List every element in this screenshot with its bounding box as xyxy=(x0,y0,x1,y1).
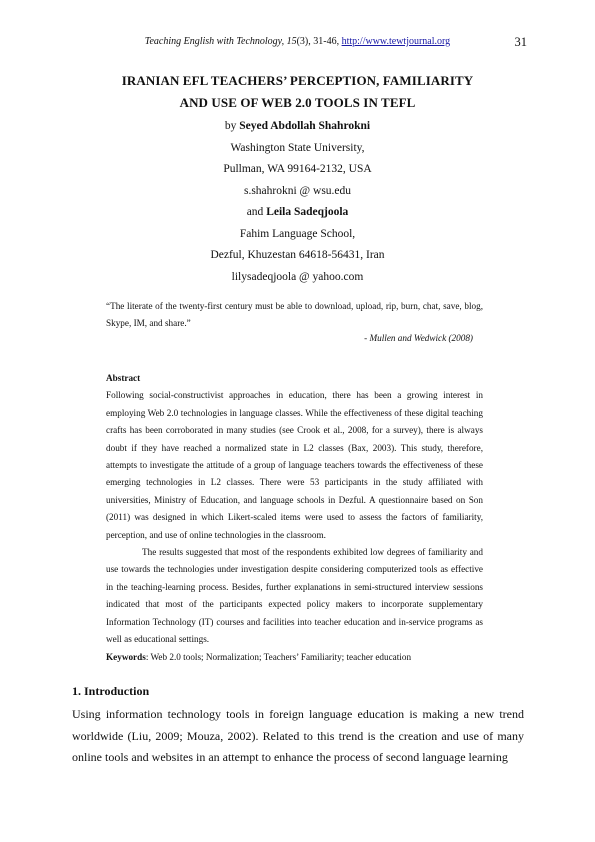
section-heading: 1. Introduction xyxy=(72,684,150,698)
journal-name: Teaching English with Technology xyxy=(144,36,282,47)
keywords-line xyxy=(106,649,483,666)
paper-title xyxy=(60,70,535,114)
introduction-text: Using information technology tools in foreign language education is making a new trend worldwide (Liu, 2009; Mouza, 2002). Related to this trend is the creation and use of many online tools and websites in an attempt to enhance the process of second language learning xyxy=(72,707,524,764)
journal-url-link[interactable]: http://www.tewtjournal.org xyxy=(341,36,451,47)
by-label: by xyxy=(224,120,237,132)
abstract-paragraph-1: Following social-constructivist approaches in education, there has been a growing interest in employing Web 2.0 technologies in language classes. While the effectiveness of these digital teaching crafts has been corroborated in many studies (see Crook et al., 2008, for a survey), there is always doubt if they have reached a normalized state in L2 classes (Bax, 2003). This study, therefore, attempts to investigate the attitude of a group of language teachers towards the effectiveness of these emerging technologies in L2 classes. There were 53 participants in the study affiliated with universities, Ministry of Education, and language schools in Dezful. A questionnaire based on Son (2011) was designed in which Likert-scaled items were used to assess the factors of familiarity, perception, and use of online technologies in the classroom. xyxy=(106,390,483,540)
author-2-name: Leila Sadeqjoola xyxy=(266,206,349,218)
author-2-email: lilysadeqjoola @ yahoo.com xyxy=(231,270,364,283)
journal-volume: 15 xyxy=(286,36,297,47)
epigraph-quote: “The literate of the twenty-first century must be able to download, upload, rip, burn, chat, save, blog, Skype, IM, and share.” xyxy=(106,301,483,328)
author-block xyxy=(0,116,595,288)
abstract-heading: Abstract xyxy=(106,373,141,383)
author-2-line xyxy=(0,202,595,224)
page-number: 31 xyxy=(514,35,527,49)
keywords-list: : Web 2.0 tools; Normalization; Teachers’ Familiarity; teacher education xyxy=(145,651,412,662)
journal-issue-pages: (3), 31-46, xyxy=(296,36,340,47)
running-header: Teaching English with Technology, 15(3), 31-46, http://www.tewtjournal.org xyxy=(144,36,451,47)
epigraph-source: - Mullen and Wedwick (2008) xyxy=(364,333,473,343)
author-1-address: Pullman, WA 99164-2132, USA xyxy=(223,163,372,175)
author-1-affiliation: Washington State University, xyxy=(230,141,365,154)
author-1-line xyxy=(0,116,595,138)
abstract-paragraph-2: The results suggested that most of the respondents exhibited low degrees of familiarity and use towards the technologies under investigation despite considering computerized tools as effective in the teaching-learning process. Besides, further explanations in semi-structured interview sessions indicated that most of the participants expected policy makers to incorporate supplementary Information Technology (IT) courses and facilities into teacher education and in-service programs as well as educational settings. xyxy=(106,547,483,645)
title-line-2: AND USE OF WEB 2.0 TOOLS IN TEFL xyxy=(179,95,416,110)
title-line-1: IRANIAN EFL TEACHERS’ PERCEPTION, FAMILIARITY xyxy=(121,73,474,88)
abstract-section xyxy=(106,370,483,666)
author-2-address: Dezful, Khuzestan 64618-56431, Iran xyxy=(210,249,385,261)
author-2-affiliation: Fahim Language School, xyxy=(239,227,356,240)
author-1-name: Seyed Abdollah Shahrokni xyxy=(239,120,371,132)
author-1-email: s.shahrokni @ wsu.edu xyxy=(243,184,352,197)
and-label: and xyxy=(246,206,264,218)
keywords-label: Keywords xyxy=(106,651,146,662)
